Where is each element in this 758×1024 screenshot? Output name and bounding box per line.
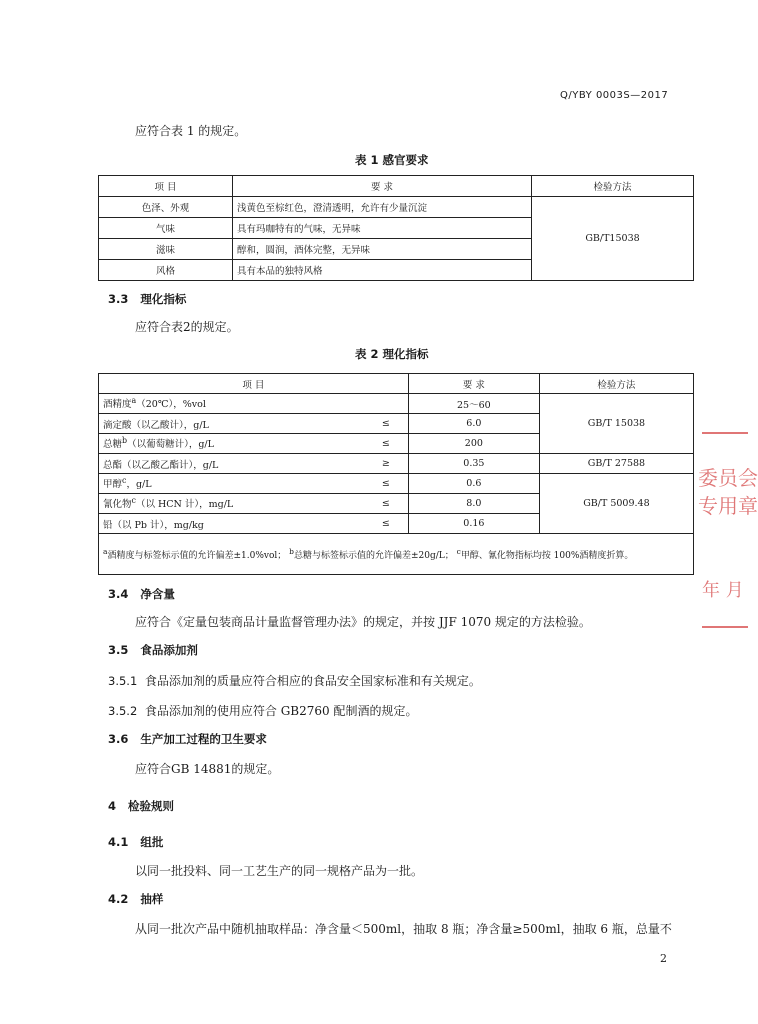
row-value: 0.35	[408, 454, 539, 474]
row-item: 铅（以 Pb 计），mg/kg	[99, 514, 298, 534]
table-row	[99, 454, 694, 474]
section-title: 抽样	[140, 892, 164, 906]
header-item: 项 目	[99, 374, 409, 394]
row-item: 总酯（以乙酸乙酯计），g/L	[99, 454, 298, 474]
section-number: 3.3	[108, 292, 129, 306]
row-symbol	[297, 394, 408, 414]
row-requirement: 浅黄色至棕红色，澄清透明，允许有少量沉淀	[233, 197, 532, 218]
table2-caption: 表 2 理化指标	[355, 347, 429, 361]
section-title: 理化指标	[140, 292, 187, 306]
row-requirement: 醇和，圆润，酒体完整，无异味	[233, 239, 532, 260]
row-symbol: ≤	[297, 474, 408, 494]
section-number: 3.5	[108, 643, 129, 657]
section-number: 4.2	[108, 892, 129, 906]
table-footnote-row	[99, 534, 694, 575]
row-method: GB/T 27588	[539, 454, 693, 474]
row-value: 0.16	[408, 514, 539, 534]
table-header-row	[99, 176, 694, 197]
table-row	[99, 474, 694, 494]
row-method: GB/T 5009.48	[539, 474, 693, 534]
table1-caption: 表 1 感官要求	[355, 153, 429, 167]
row-value: 8.0	[408, 494, 539, 514]
row-item: 氰化物$^c$（以 HCN 计），mg/L	[99, 494, 298, 514]
section-3-5-2	[108, 702, 417, 719]
row-symbol: ≤	[297, 434, 408, 454]
section-4-2-heading	[108, 891, 163, 907]
row-item: 滴定酸（以乙酸计），g/L	[99, 414, 298, 434]
physicochemical-table	[98, 373, 694, 575]
section-title: 净含量	[140, 587, 175, 601]
section-4-2-text: 从同一批次产品中随机抽取样品：净含量＜500ml，抽取 8 瓶；净含量≥500ml，抽取 6 瓶，总量不	[135, 922, 672, 936]
row-symbol: ≤	[297, 514, 408, 534]
sensory-requirements-table	[98, 175, 694, 281]
intro-text: 应符合表 1 的规定。	[135, 124, 247, 138]
standard-code: Q/YBY 0003S—2017	[560, 90, 669, 101]
section-text: 食品添加剂的质量应符合相应的食品安全国家标准和有关规定。	[144, 674, 481, 688]
section-4-1-heading	[108, 834, 163, 850]
section-3-3-text: 应符合表2的规定。	[135, 320, 239, 334]
section-text: 食品添加剂的使用应符合 GB2760 配制酒的规定。	[144, 704, 418, 718]
page-number: 2	[660, 952, 667, 965]
seal-text-line2: 专用章	[698, 494, 758, 518]
row-item: 气味	[99, 218, 233, 239]
row-item: 酒精度$^a$（20℃），%vol	[99, 394, 298, 414]
row-requirement: 具有玛咖特有的气味，无异味	[233, 218, 532, 239]
section-title: 生产加工过程的卫生要求	[140, 732, 267, 746]
row-symbol: ≤	[297, 414, 408, 434]
table-footnote: $^a$酒精度与标签标示值的允许偏差±1.0%vol； $^b$总糖与标签标示值的允许偏差±20g/L； $^c$甲醇、氰化物指标均按 100%酒精度折算。	[99, 534, 694, 575]
row-item: 甲醇$^c$，g/L	[99, 474, 298, 494]
row-item: 总糖$^b$（以葡萄糖计），g/L	[99, 434, 298, 454]
row-requirement: 具有本品的独特风格	[233, 260, 532, 281]
section-number: 4.1	[108, 835, 129, 849]
section-3-5-1	[108, 672, 481, 689]
section-title: 食品添加剂	[140, 643, 198, 657]
section-3-4-text: 应符合《定量包装商品计量监督管理办法》的规定，并按 JJF 1070 规定的方法检验。	[135, 615, 591, 629]
row-item: 风格	[99, 260, 233, 281]
header-item: 项 目	[99, 176, 233, 197]
seal-date-text: 年 月	[702, 580, 744, 601]
header-method: 检验方法	[532, 176, 694, 197]
row-value: 6.0	[408, 414, 539, 434]
section-3-6-text: 应符合GB 14881的规定。	[135, 762, 280, 776]
section-number: 3.4	[108, 587, 129, 601]
row-item: 色泽、外观	[99, 197, 233, 218]
row-symbol: ≥	[297, 454, 408, 474]
section-number: 3.6	[108, 732, 129, 746]
row-value: 0.6	[408, 474, 539, 494]
section-number: 4	[108, 799, 117, 813]
seal-text-line1: 委员会	[698, 466, 758, 490]
header-method: 检验方法	[539, 374, 693, 394]
section-3-6-heading	[108, 731, 267, 747]
seal-border-bottom	[702, 626, 748, 628]
row-symbol: ≤	[297, 494, 408, 514]
section-title: 检验规则	[128, 799, 175, 813]
section-3-3-heading	[108, 291, 186, 307]
section-4-1-text: 以同一批投料、同一工艺生产的同一规格产品为一批。	[135, 864, 424, 878]
table-row	[99, 197, 694, 218]
row-item: 滋味	[99, 239, 233, 260]
row-method: GB/T 15038	[539, 394, 693, 454]
seal-border-top	[702, 432, 748, 434]
section-title: 组批	[140, 835, 164, 849]
table-header-row	[99, 374, 694, 394]
header-requirement: 要 求	[233, 176, 532, 197]
table-row	[99, 394, 694, 414]
row-method: GB/T15038	[532, 197, 694, 281]
section-3-5-heading	[108, 642, 198, 658]
row-value: 200	[408, 434, 539, 454]
section-number: 3.5.1	[108, 674, 138, 688]
section-4-heading	[108, 798, 174, 814]
row-value: 25～60	[408, 394, 539, 414]
section-3-4-heading	[108, 586, 175, 602]
header-requirement: 要 求	[408, 374, 539, 394]
section-number: 3.5.2	[108, 704, 138, 718]
